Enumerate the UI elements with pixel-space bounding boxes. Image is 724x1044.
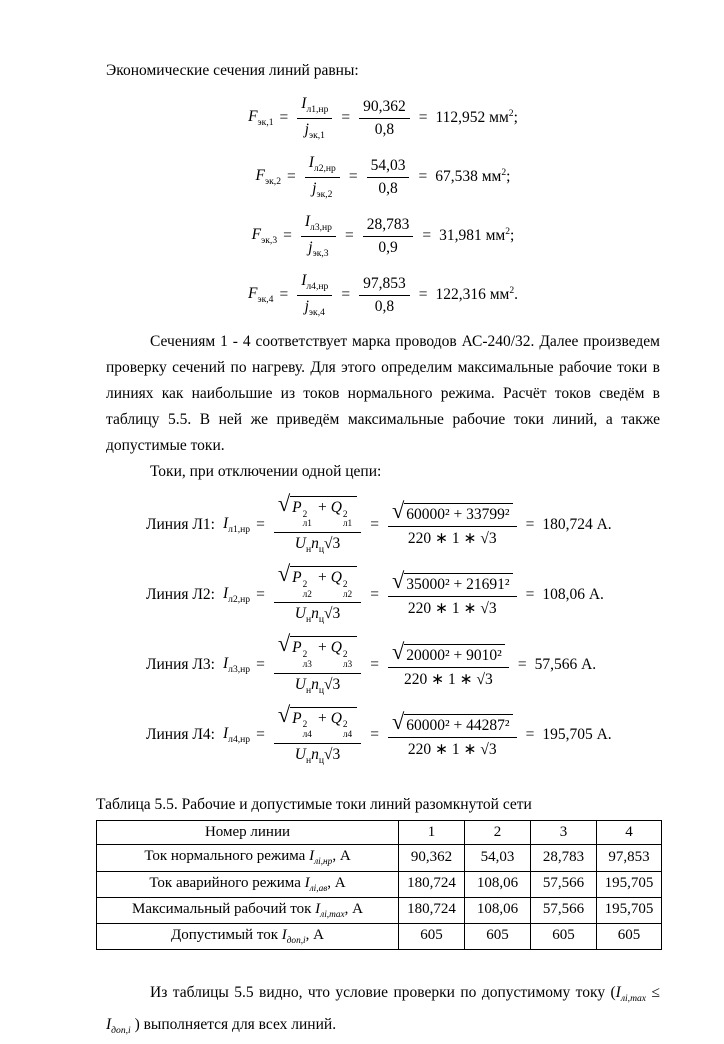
- formula-line-label: Линия Л1:: [146, 515, 215, 533]
- row-label: Максимальный рабочий ток $I_{лi,max}$, А: [97, 897, 399, 923]
- numeric-fraction: √ 60000² + 33799² 220 ∗ 1 ∗ √3: [388, 501, 517, 548]
- table-cell: 97,853: [597, 845, 662, 871]
- sqrt-expression: √ 60000² + 44287²: [392, 712, 513, 735]
- economic-formula-3: [106, 211, 660, 261]
- formula-result: 122,316 $мм^2$.: [435, 285, 518, 304]
- table-row: [97, 897, 662, 923]
- formula-line-label: Линия Л3:: [146, 656, 215, 674]
- line-current-formula-4: [106, 701, 660, 766]
- table-header-row: [97, 820, 662, 845]
- radical-sign: √: [277, 491, 291, 516]
- formula-result: 67,538 $мм^2$;: [435, 167, 511, 186]
- table-cell: 28,783: [531, 845, 597, 871]
- equals-sign: =: [370, 656, 379, 674]
- formula-result: 57,566 А.: [534, 656, 597, 674]
- conclusion-paragraph: Из таблицы 5.5 видно, что условие проверки по допустимому току ($I_{лi,max} \le I_{доп,i}$ ) выполняется для всех линий.: [106, 983, 660, 1036]
- table-row: [97, 923, 662, 949]
- table-cell: 605: [531, 923, 597, 949]
- numeric-fraction: $\frac{28,783}{0,9}$: [363, 216, 414, 257]
- table-header-label: Номер линии: [97, 820, 399, 845]
- table-cell: 180,724: [399, 871, 465, 897]
- formula-lhs: $I_{л4,нр}$: [222, 725, 251, 746]
- formula-line-label: Линия Л4:: [146, 726, 215, 744]
- equals-sign: =: [341, 109, 351, 126]
- economic-formula-4: [106, 270, 660, 320]
- symbolic-fraction: √ P 2 л2 + Q 2 л2 $U_нn_ц√3$: [274, 564, 361, 625]
- symbolic-fraction: √ P 2 л1 + Q 2 л1 $U_нn_ц√3$: [274, 494, 361, 555]
- table-cell: 108,06: [465, 897, 531, 923]
- formula-lhs: $F_{эк,3}$: [251, 225, 278, 247]
- table-cell: 605: [399, 923, 465, 949]
- symbolic-fraction: √ P 2 л4 + Q 2 л4 $U_нn_ц√3$: [274, 705, 361, 766]
- equals-sign: =: [344, 227, 354, 244]
- table-cell: 4: [597, 820, 662, 845]
- radical-sign: √: [391, 708, 405, 734]
- sqrt-expression: √ P 2 л1 + Q 2 л1: [278, 494, 357, 530]
- numeric-fraction: $\frac{54,03}{0,8}$: [367, 157, 410, 198]
- equals-sign: =: [256, 656, 265, 674]
- table-cell: 57,566: [531, 871, 597, 897]
- line-current-formula-3: [106, 631, 660, 696]
- equals-sign: =: [525, 585, 535, 603]
- symbolic-fraction: $\frac{I_{л4,нр}}{j_{эк,4}}$: [297, 272, 332, 317]
- equals-sign: =: [283, 227, 292, 244]
- line-current-formula-1: [106, 491, 660, 556]
- numeric-fraction: √ 20000² + 9010² 220 ∗ 1 ∗ √3: [388, 642, 509, 689]
- equals-sign: =: [370, 515, 379, 533]
- formula-lhs: $I_{л3,нр}$: [222, 655, 251, 676]
- equals-sign: =: [422, 227, 432, 244]
- results-table: [96, 820, 662, 950]
- numeric-fraction: $\frac{97,853}{0,8}$: [359, 275, 410, 316]
- equals-sign: =: [279, 286, 289, 303]
- formula-lhs: $F_{эк,2}$: [255, 166, 281, 188]
- table-cell: 605: [597, 923, 662, 949]
- economic-formulas-block: [106, 93, 660, 320]
- sqrt-expression: √ P 2 л4 + Q 2 л4: [278, 705, 357, 741]
- formula-line-label: Линия Л2:: [146, 585, 215, 603]
- table-cell: 3: [531, 820, 597, 845]
- radical-sign: √: [391, 568, 405, 594]
- formula-lhs: $I_{л2,нр}$: [222, 584, 251, 605]
- table-cell: 54,03: [465, 845, 531, 871]
- equals-sign: =: [525, 515, 535, 533]
- table-row: [97, 845, 662, 871]
- equals-sign: =: [287, 168, 296, 185]
- equals-sign: =: [341, 286, 351, 303]
- body-paragraph: Сечениям 1 - 4 соответствует марка проводов АС-240/32. Далее произведем проверку сечений по нагреву. Для этого определим максимальные рабочие токи в линиях как наибольшие из токов нормального режима. Расчёт токов сведём в таблицу 5.5. В ней же приведём максимальные рабочие токи линий, а также допустимые токи.: [106, 333, 660, 454]
- formula-result: 180,724 А.: [542, 515, 612, 533]
- radical-sign: √: [277, 701, 291, 727]
- row-label: Допустимый ток $I_{доп,i}$, А: [97, 923, 399, 949]
- sqrt-expression: √ P 2 л2 + Q 2 л2: [278, 564, 357, 600]
- table-cell: 57,566: [531, 897, 597, 923]
- economic-formula-2: [106, 152, 660, 202]
- radical-sign: √: [391, 498, 405, 524]
- equals-sign: =: [517, 656, 527, 674]
- formula-result: 112,952 $мм^2$;: [435, 108, 518, 127]
- line-current-formulas-block: [106, 491, 660, 766]
- economic-formula-1: [106, 93, 660, 143]
- formula-result: 31,981 $мм^2$;: [439, 226, 515, 245]
- sqrt-expression: √ P 2 л3 + Q 2 л3: [278, 634, 357, 670]
- symbolic-fraction: $\frac{I_{л2,нр}}{j_{эк,2}}$: [305, 154, 340, 199]
- table-caption: Таблица 5.5. Рабочие и допустимые токи линий разомкнутой сети: [96, 795, 532, 813]
- equals-sign: =: [279, 109, 289, 126]
- table-cell: 108,06: [465, 871, 531, 897]
- equals-sign: =: [370, 726, 379, 744]
- numeric-fraction: √ 60000² + 44287² 220 ∗ 1 ∗ √3: [388, 712, 517, 759]
- row-label: Ток аварийного режима $I_{лi,ав}$, А: [97, 871, 399, 897]
- radical-sign: √: [391, 638, 405, 664]
- formula-lhs: $I_{л1,нр}$: [222, 514, 251, 535]
- equals-sign: =: [348, 168, 358, 185]
- table-cell: 1: [399, 820, 465, 845]
- symbolic-fraction: $\frac{I_{л1,нр}}{j_{эк,1}}$: [297, 95, 332, 140]
- formula-result: 195,705 А.: [542, 726, 612, 744]
- table-cell: 195,705: [597, 871, 662, 897]
- table-row: [97, 871, 662, 897]
- equals-sign: =: [418, 286, 428, 303]
- equals-sign: =: [418, 109, 428, 126]
- table-cell: 90,362: [399, 845, 465, 871]
- equals-sign: =: [256, 515, 265, 533]
- equals-sign: =: [418, 168, 428, 185]
- equals-sign: =: [256, 585, 265, 603]
- symbolic-fraction: $\frac{I_{л3,нр}}{j_{эк,3}}$: [301, 213, 336, 258]
- formula-lhs: $F_{эк,1}$: [248, 107, 274, 129]
- table-cell: 195,705: [597, 897, 662, 923]
- intro-paragraph: Экономические сечения линий равны:: [106, 62, 359, 79]
- sqrt-expression: √ 60000² + 33799²: [392, 501, 513, 524]
- formula-result: 108,06 А.: [542, 585, 604, 603]
- table-cell: 605: [465, 923, 531, 949]
- currents-intro: Токи, при отключении одной цепи:: [150, 463, 382, 480]
- table-cell: 180,724: [399, 897, 465, 923]
- equals-sign: =: [370, 585, 379, 603]
- formula-lhs: $F_{эк,4}$: [248, 284, 274, 306]
- row-label: Ток нормального режима $I_{лi,нр}$, А: [97, 845, 399, 871]
- equals-sign: =: [256, 726, 265, 744]
- equals-sign: =: [525, 726, 535, 744]
- sqrt-expression: √ 35000² + 21691²: [392, 571, 513, 594]
- numeric-fraction: $\frac{90,362}{0,8}$: [359, 98, 410, 139]
- line-current-formula-2: [106, 561, 660, 626]
- table-cell: 2: [465, 820, 531, 845]
- numeric-fraction: √ 35000² + 21691² 220 ∗ 1 ∗ √3: [388, 571, 517, 618]
- sqrt-expression: √ 20000² + 9010²: [392, 642, 505, 665]
- symbolic-fraction: √ P 2 л3 + Q 2 л3 $U_нn_ц√3$: [274, 634, 361, 695]
- radical-sign: √: [277, 631, 291, 657]
- radical-sign: √: [277, 561, 291, 587]
